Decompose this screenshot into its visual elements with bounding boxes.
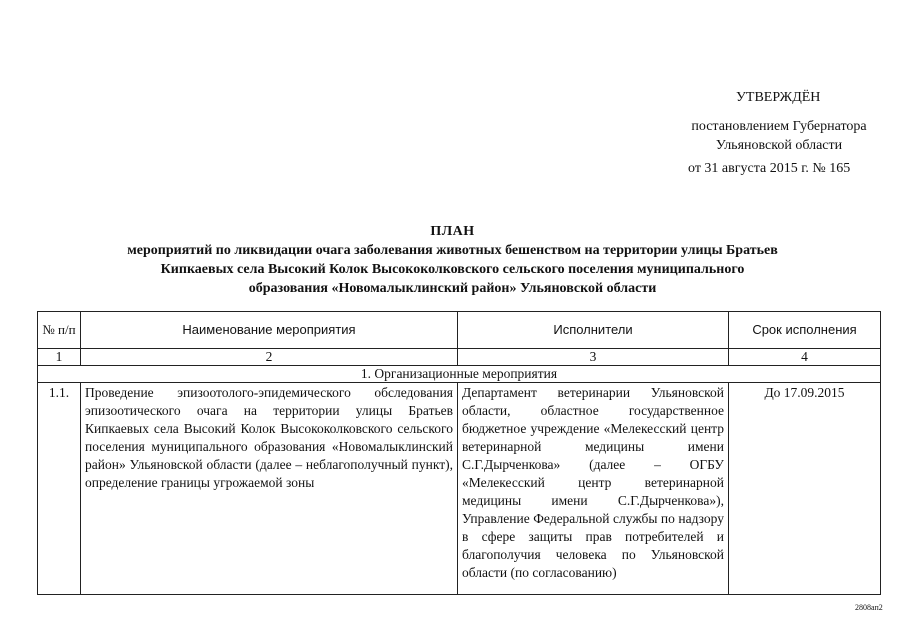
plan-title: ПЛАН — [430, 224, 475, 239]
row-deadline: До 17.09.2015 — [729, 383, 881, 595]
row-num: 1.1. — [38, 383, 81, 595]
row-executors: Департамент ветеринарии Ульяновской области, областное государственное бюджетное учреждение «Мелекесский центр ветеринарной медицины имени С.Г.Дырченкова» (далее – ОГБУ «Мелекесский центр ветеринарной медицины имени С.Г.Дырченкова»), Управление Федеральной службы по надзору в сфере защиты прав потребителей и благополучия человека по Ульяновской области (по согласованию) — [458, 383, 729, 595]
header-executors: Исполнители — [458, 312, 729, 349]
column-number: 3 — [458, 349, 729, 366]
table-row — [38, 383, 881, 595]
column-number: 2 — [81, 349, 458, 366]
column-numbers-row — [38, 349, 881, 366]
plan-table — [37, 311, 881, 595]
document-code: 2808ап2 — [855, 603, 883, 612]
approval-date: от 31 августа 2015 г. № 165 — [688, 161, 851, 176]
header-num: № п/п — [38, 312, 81, 349]
header-name: Наименование мероприятия — [81, 312, 458, 349]
table-header-row — [38, 312, 881, 349]
section-title: 1. Организационные мероприятия — [38, 366, 881, 383]
header-deadline: Срок исполнения — [729, 312, 881, 349]
plan-subtitle: мероприятий по ликвидации очага заболевания животных бешенством на территории улицы Братьев Кипкаевых села Высокий Колок Высококолковского сельского поселения муниципального образования «Новомалыклинский район» Ульяновской области — [127, 243, 778, 296]
section-row — [38, 366, 881, 383]
column-number: 4 — [729, 349, 881, 366]
row-name: Проведение эпизоотолого-эпидемического обследования эпизоотического очага на территории улицы Братьев Кипкаевых села Высокий Колок Высококолковского сельского поселения муниципального образования «Новомалыклинский район» Ульяновской области (далее – неблагополучный пункт), определение границы угрожаемой зоны — [81, 383, 458, 595]
approval-title: УТВЕРЖДЁН — [736, 90, 821, 105]
plan-heading — [120, 222, 785, 298]
column-number: 1 — [38, 349, 81, 366]
approval-authority: постановлением Губернатора Ульяновской области — [691, 119, 867, 153]
